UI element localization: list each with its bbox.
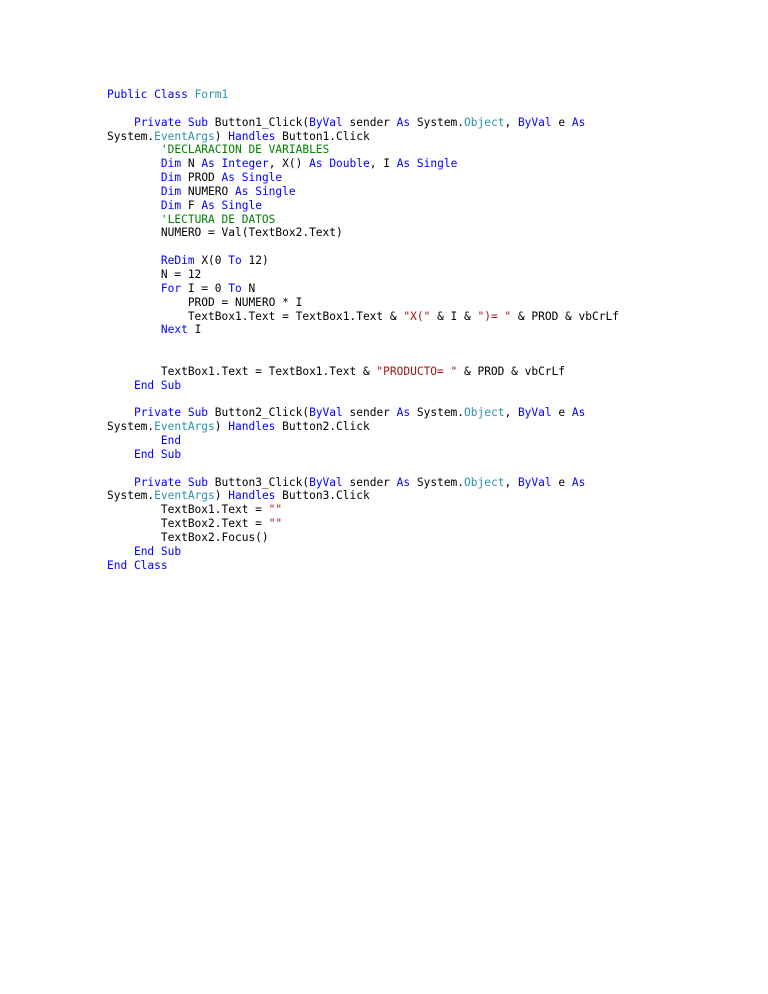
code-token: To [228,254,249,268]
code-line [107,489,727,503]
code-token: Object [464,115,505,129]
code-token: & PROD & vbCrLf [457,364,566,378]
code-token: Private Sub [133,115,215,129]
code-line [107,254,727,268]
code-token [107,323,161,336]
code-token: Object [464,406,505,420]
code-token: EventArgs [154,489,215,503]
code-token [107,157,161,170]
code-token: "PRODUCTO= " [376,364,458,378]
code-token: e [558,406,572,420]
code-token: Private Sub [133,475,215,489]
code-token: System. [416,475,465,489]
code-token: ) [214,420,229,434]
code-token: System. [107,489,155,503]
code-token: ByVal [517,406,559,420]
code-line [107,226,727,240]
code-token: I = 0 [187,281,229,295]
code-token: "X(" [403,309,431,323]
code-token: Dim [160,184,188,198]
code-token: ByVal [309,115,350,129]
code-token [107,199,161,212]
code-line [107,420,727,434]
code-token: As [571,406,586,420]
code-line [107,503,727,517]
code-token: TextBox1.Text = [107,503,269,517]
code-token: ByVal [517,115,559,129]
code-line [107,337,727,351]
code-token: Object [464,475,505,489]
code-token: e [558,475,572,489]
code-token: N [248,281,256,295]
code-token: End Sub [133,447,182,461]
code-token: & PROD & vbCrLf [511,309,619,323]
code-token: TextBox1.Text = TextBox1.Text & [107,364,377,378]
code-token: Button2.Click [282,420,370,434]
code-token: NUMERO = Val(TextBox2.Text) [107,226,343,240]
code-token [107,379,134,392]
code-token: As Single [221,171,283,185]
code-token: sender [349,475,397,489]
code-token: Dim [160,198,188,212]
code-token: NUMERO [187,184,235,198]
code-token: TextBox2.Focus() [107,531,269,544]
code-line [107,143,727,157]
code-token: Form1 [194,88,229,101]
code-token [107,116,134,129]
code-token: As Integer [201,157,269,171]
code-token [107,282,161,295]
code-token: Handles [228,129,283,143]
code-token [107,213,161,226]
code-line [107,102,727,116]
code-token: 12) [248,254,269,268]
code-line [107,296,727,310]
code-token: System. [416,115,465,129]
code-token: sender [349,406,397,420]
code-listing [107,88,727,573]
code-token: As [571,475,586,489]
code-token: System. [416,406,465,420]
code-token: As Double [309,157,370,171]
code-token: "" [268,517,283,531]
code-token: As Single [201,198,262,212]
code-token: Dim [160,171,188,185]
code-line [107,365,727,379]
code-line [107,406,727,420]
code-token [107,545,134,558]
code-line [107,116,727,130]
code-token: Private Sub [133,406,215,420]
code-token: N [187,157,202,171]
code-token: Button1.Click [282,129,370,143]
code-line [107,240,727,254]
code-token: "" [268,503,283,517]
code-line [107,476,727,490]
code-line [107,545,727,559]
code-token: & I & [430,309,478,323]
code-line [107,448,727,462]
code-line [107,379,727,393]
code-token: Public Class [107,88,195,101]
code-token: ReDim [160,254,202,268]
code-token: Button3.Click [282,489,370,503]
code-line [107,462,727,476]
code-token: ) [214,489,229,503]
code-token: X(0 [201,254,229,268]
code-token: PROD = NUMERO * I [107,295,303,309]
code-line [107,157,727,171]
code-line [107,268,727,282]
code-line [107,171,727,185]
code-token: EventArgs [154,129,215,143]
code-token: End Sub [133,544,182,558]
code-token: PROD [187,171,222,185]
code-token: As [396,475,417,489]
code-token: ) [214,129,229,143]
code-token [107,171,161,184]
code-token: Dim [160,157,188,171]
code-token: End [160,434,182,448]
code-token: ByVal [309,406,350,420]
code-line [107,130,727,144]
code-line [107,351,727,365]
code-token: 'DECLARACION DE VARIABLES [160,143,330,157]
code-token: , X() [268,157,310,171]
code-line [107,517,727,531]
code-line [107,88,727,102]
code-token: As Single [235,184,296,198]
code-token: System. [107,129,155,143]
code-token: As [571,115,586,129]
code-token: F [187,198,202,212]
code-token: , I [369,157,397,171]
code-token: For [160,281,188,295]
code-token: e [558,115,572,129]
code-token: System. [107,420,155,434]
code-token [107,185,161,198]
code-token: Button3_Click( [214,475,310,489]
code-token [107,406,134,419]
code-token: Handles [228,420,283,434]
code-token: End Class [107,558,168,572]
code-line [107,434,727,448]
code-line [107,213,727,227]
code-token: Next [160,323,195,337]
code-line [107,199,727,213]
code-line [107,559,727,573]
code-token [107,448,134,461]
code-token: As [396,406,417,420]
code-token: Button2_Click( [214,406,310,420]
code-token: , [504,475,518,489]
code-token: TextBox2.Text = [107,517,269,531]
code-token: I [194,323,202,337]
code-line [107,393,727,407]
code-token: Button1_Click( [214,115,310,129]
code-line [107,323,727,337]
code-token: 'LECTURA DE DATOS [160,212,276,226]
code-token: , [504,115,518,129]
code-token [107,476,134,489]
code-token: ")= " [477,309,512,323]
code-token: To [228,281,249,295]
code-token: EventArgs [154,420,215,434]
code-token: ByVal [517,475,559,489]
code-token: , [504,406,518,420]
code-token [107,254,161,267]
code-token: End Sub [133,378,182,392]
code-token: ByVal [309,475,350,489]
code-token: TextBox1.Text = TextBox1.Text & [107,309,404,323]
code-line [107,282,727,296]
code-token [107,434,161,447]
code-line [107,185,727,199]
code-token: As Single [396,157,458,171]
code-token: As [396,115,417,129]
code-token: sender [349,115,397,129]
code-token [107,143,161,156]
code-token: N = 12 [107,267,202,281]
code-line [107,531,727,545]
code-token: Handles [228,489,283,503]
code-line [107,310,727,324]
